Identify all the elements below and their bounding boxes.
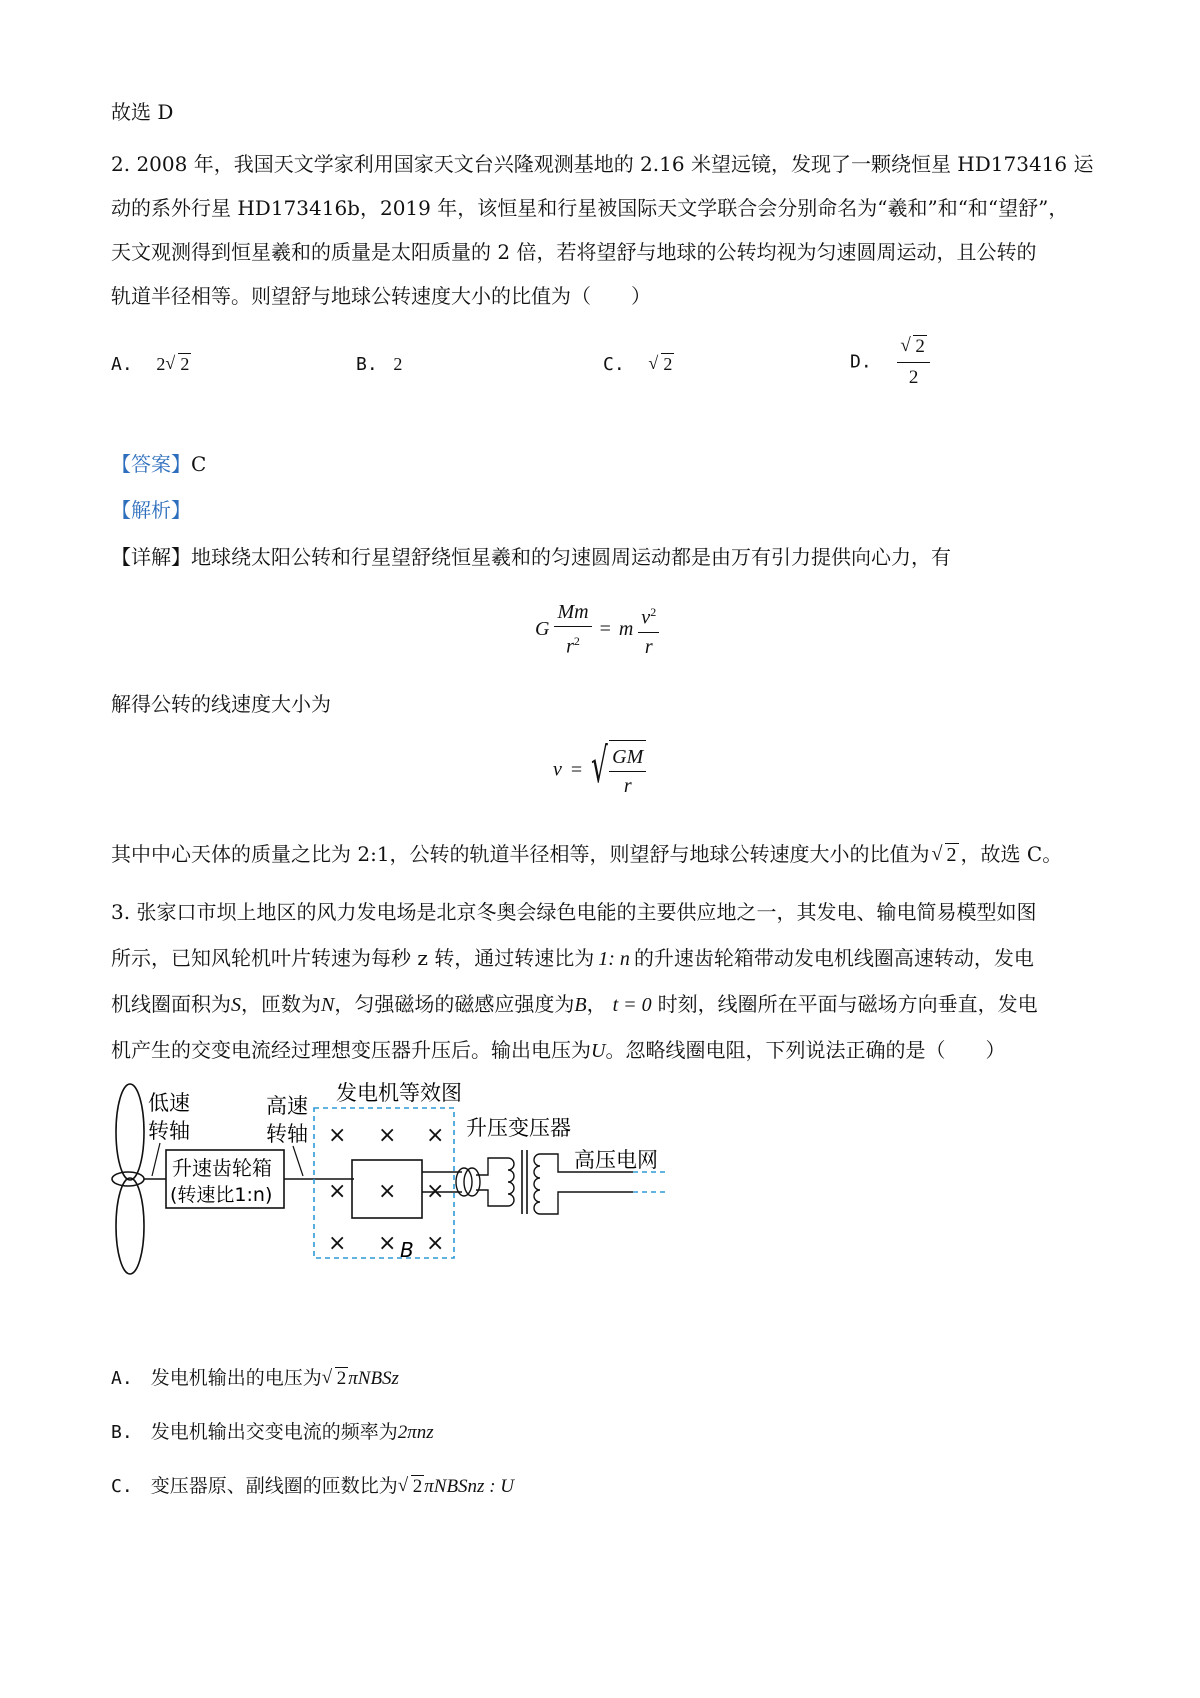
analysis-label: 【解析】 [111, 498, 191, 522]
q3-option-b[interactable]: B. 发电机输出交变电流的频率为2πnz [111, 1421, 434, 1443]
q2-option-d-value: √ $\frac{2}{2}$ [897, 332, 930, 393]
field-b-label: B [400, 1238, 414, 1262]
svg-text:×: × [426, 1123, 445, 1148]
q3-option-a[interactable]: A. 发电机输出的电压为√ 2 πNBSz [111, 1364, 399, 1393]
answer-value: C [191, 452, 207, 476]
detail-text: 地球绕太阳公转和行星望舒绕恒星羲和的匀速圆周运动都是由万有引力提供向心力，有 [191, 545, 951, 569]
detail-label: 【详解】 [111, 545, 191, 569]
svg-text:升速齿轮箱: 升速齿轮箱 [172, 1156, 272, 1180]
low-speed-label-1: 低速 [148, 1091, 190, 1115]
q3-text-line-3: 机线圈面积为S，匝数为N，匀强磁场的磁感应强度为B， t = 0 时刻，线圈所在平面与磁场方向垂直，发电 [111, 992, 1038, 1016]
q3-option-c[interactable]: C. 变压器原、副线圈的匝数比为√ 2 πNBSnz : U [111, 1472, 514, 1501]
svg-text:×: × [328, 1123, 347, 1148]
formula-gravitation: G $\frac{Mm}{r^2}$ = m $\frac{v^2}{r}$ [535, 598, 659, 661]
solve-text: 解得公转的线速度大小为 [111, 692, 331, 716]
detail-line [111, 543, 951, 571]
svg-text:×: × [378, 1123, 397, 1148]
transformer-secondary-coil [534, 1154, 540, 1214]
q2-text-line-2: 动的系外行星 HD173416b，2019 年，该恒星和行星被国际天文学联合会分别命名为“羲和”和“和“望舒”， [111, 196, 1069, 220]
magnetic-field-marks [328, 1123, 444, 1256]
svg-text:(转速比1:n): (转速比1:n) [170, 1184, 273, 1206]
q3-text-line-2: 所示，已知风轮机叶片转速为每秒 z 转，通过转速比为 1: n 的升速齿轮箱带动发电机线圈高速转动，发电 [111, 946, 1034, 970]
q3-text-line-4: 机产生的交变电流经过理想变压器升压后。输出电压为U。忽略线圈电阻，下列说法正确的是（ ） [111, 1038, 1006, 1062]
q2-option-a-value: 2√ 2 [156, 354, 191, 374]
q2-text-line-3: 天文观测得到恒星羲和的质量是太阳质量的 2 倍，若将望舒与地球的公转均视为匀速圆周运动，且公转的 [111, 240, 1037, 264]
transformer-label: 升压变压器 [466, 1116, 571, 1140]
formula-velocity: v = √ $\frac{GM}{r}$ [553, 740, 646, 800]
svg-text:×: × [378, 1179, 397, 1204]
svg-text:×: × [328, 1231, 347, 1256]
wind-power-diagram [108, 1080, 728, 1280]
answer-label: 【答案】 [111, 452, 191, 476]
svg-text:×: × [378, 1231, 397, 1256]
svg-text:×: × [426, 1231, 445, 1256]
low-speed-label-2: 转轴 [148, 1119, 190, 1143]
q2-text-line-4: 轨道半径相等。则望舒与地球公转速度大小的比值为（ ） [111, 284, 651, 308]
q2-option-b[interactable]: B. 2 [356, 354, 403, 375]
svg-text:×: × [328, 1179, 347, 1204]
high-speed-label-2: 转轴 [266, 1122, 308, 1146]
high-speed-label-1: 高速 [266, 1094, 308, 1118]
q2-text-line-1: 2. 2008 年，我国天文学家利用国家天文台兴隆观测基地的 2.16 米望远镜，发现了一颗绕恒星 HD173416 运 [111, 152, 1094, 176]
transformer-primary-coil [508, 1158, 514, 1206]
wind-turbine-blades [112, 1084, 144, 1274]
answer-line [111, 450, 206, 478]
svg-text:×: × [426, 1179, 445, 1204]
q3-text-line-1: 3. 张家口市坝上地区的风力发电场是北京冬奥会绿色电能的主要供应地之一，其发电、输电简易模型如图 [111, 900, 1037, 924]
q2-option-c-value: √ 2 [648, 350, 674, 378]
q2-option-a[interactable]: A. 2√ 2 [111, 350, 191, 379]
q2-option-d[interactable]: D. √ $\frac{2}{2}$ [850, 332, 930, 393]
q2-option-c[interactable]: C. √ 2 [603, 350, 674, 379]
generator-label: 发电机等效图 [336, 1081, 462, 1105]
conclusion-line: 其中中心天体的质量之比为 2:1，公转的轨道半径相等，则望舒与地球公转速度大小的比值为√ 2 ，故选 C。 [111, 840, 1062, 869]
grid-label: 高压电网 [574, 1148, 658, 1172]
previous-answer: 故选 D [111, 100, 174, 124]
